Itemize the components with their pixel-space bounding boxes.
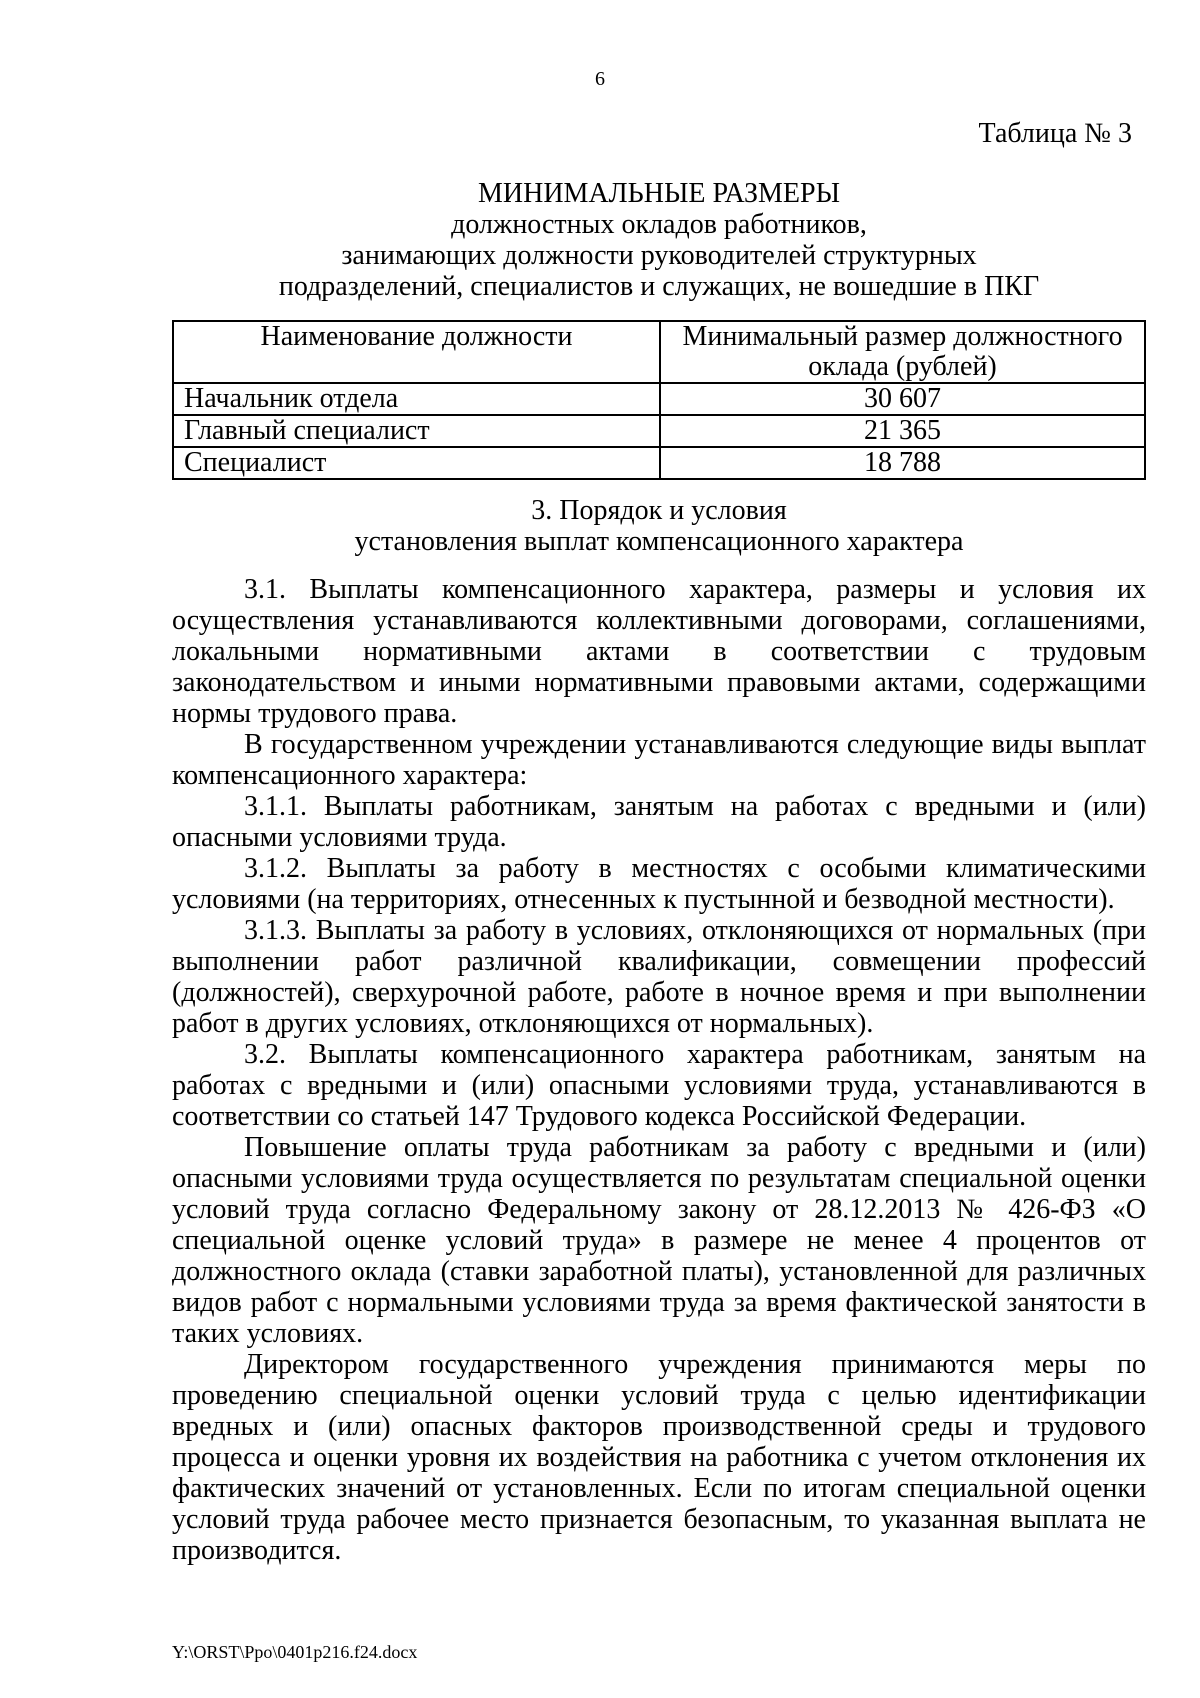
cell-position: Начальник отдела <box>173 383 660 415</box>
section-heading-line-1: 3. Порядок и условия <box>531 495 787 526</box>
paragraph: 3.1.2. Выплаты за работу в местностях с особыми климатическими условиями (на территориях, отнесенных к пустынной и безводной местности). <box>172 853 1146 915</box>
title-line-2: должностных окладов работников, <box>451 209 867 240</box>
paragraph: Директором государственного учреждения принимаются меры по проведению специальной оценки условий труда с целью идентификации вредных и (или) опасных факторов производственной среды и трудового процесса и оценки уровня их воздействия на работника с учетом отклонения их фактических значений от установленных. Если по итогам специальной оценки условий труда рабочее место признается безопасным, то указанная выплата не производится. <box>172 1349 1146 1566</box>
table-row <box>173 415 1145 447</box>
title-line-3: занимающих должности руководителей структурных <box>341 240 977 271</box>
table-title <box>172 178 1146 302</box>
file-path-footer: Y:\ORST\Ppo\0401p216.f24.docx <box>172 1642 418 1662</box>
paragraph: Повышение оплаты труда работникам за работу с вредными и (или) опасными условиями труда осуществляется по результатам специальной оценки условий труда согласно Федеральному закону от 28.12.2013 № 426-ФЗ «О специальной оценке условий труда» в размере не менее 4 процентов от должностного оклада (ставки заработной платы), установленной для различных видов работ с нормальными условиями труда за время фактической занятости в таких условиях. <box>172 1132 1146 1349</box>
table-row <box>173 383 1145 415</box>
table-label: Таблица № 3 <box>978 118 1132 149</box>
table-header-row <box>173 321 1145 383</box>
header-position: Наименование должности <box>173 321 660 383</box>
paragraph: 3.1.1. Выплаты работникам, занятым на работах с вредными и (или) опасными условиями труда. <box>172 791 1146 853</box>
paragraph: 3.1. Выплаты компенсационного характера, размеры и условия их осуществления устанавливаются коллективными договорами, соглашениями, локальными нормативными актами в соответствии с трудовым законодательством и иными нормативными правовыми актами, содержащими нормы трудового права. <box>172 574 1146 729</box>
cell-salary: 30 607 <box>660 383 1145 415</box>
body-text <box>172 574 1146 1566</box>
paragraph: В государственном учреждении устанавливаются следующие виды выплат компенсационного характера: <box>172 729 1146 791</box>
cell-position: Специалист <box>173 447 660 479</box>
table-row <box>173 447 1145 479</box>
cell-position: Главный специалист <box>173 415 660 447</box>
cell-salary: 18 788 <box>660 447 1145 479</box>
paragraph: 3.1.3. Выплаты за работу в условиях, отклоняющихся от нормальных (при выполнении работ различной квалификации, совмещении профессий (должностей), сверхурочной работе, работе в ночное время и при выполнении работ в других условиях, отклоняющихся от нормальных). <box>172 915 1146 1039</box>
title-line-4: подразделений, специалистов и служащих, не вошедшие в ПКГ <box>278 271 1040 302</box>
salary-table <box>172 320 1146 480</box>
header-salary: Минимальный размер должностного оклада (рублей) <box>660 321 1145 383</box>
page-number: 6 <box>595 68 605 90</box>
section-heading-line-2: установления выплат компенсационного характера <box>354 526 964 557</box>
cell-salary: 21 365 <box>660 415 1145 447</box>
title-main: МИНИМАЛЬНЫЕ РАЗМЕРЫ <box>477 178 841 209</box>
paragraph: 3.2. Выплаты компенсационного характера работникам, занятым на работах с вредными и (или) опасными условиями труда, устанавливаются в соответствии со статьей 147 Трудового кодекса Российской Федерации. <box>172 1039 1146 1132</box>
section-heading <box>172 495 1146 557</box>
